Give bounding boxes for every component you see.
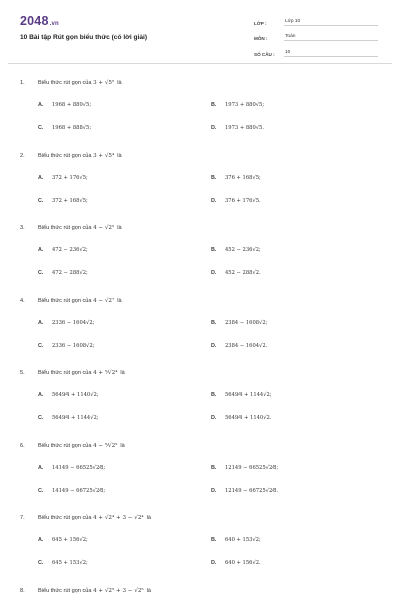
question-prompt: Biểu thức rút gọn của [38,515,92,521]
question-prompt: Biểu thức rút gọn của [38,225,92,231]
question-expression: 3 + √5⁵ [93,80,115,86]
option-letter: C. [38,415,44,421]
option-a[interactable] [38,102,91,108]
option-b[interactable] [211,247,261,253]
question-number: 8. [20,587,25,594]
option-value: 472 − 236√2; [52,247,88,253]
meta-value-count: 10 [284,50,378,57]
question-5 [0,370,400,443]
question-tail: là [146,515,152,521]
option-letter: B. [211,247,217,253]
question-tail: là [117,225,122,231]
meta-row-class [254,14,378,26]
option-letter: C. [38,560,44,566]
option-a[interactable] [38,392,99,398]
option-value: 2384 − 1604√2. [225,342,268,349]
question-prompt: Biểu thức rút gọn của [38,442,92,449]
option-letter: A. [38,174,44,181]
option-d[interactable] [211,125,264,131]
option-c[interactable] [38,415,99,421]
option-value: 12149 − 66525√2⁄8; [225,464,279,471]
option-a[interactable] [38,247,88,253]
question-text [20,153,122,159]
option-value: 2336 − 1604√2; [52,319,95,326]
option-b[interactable] [211,175,261,181]
option-b[interactable] [211,392,272,398]
option-d[interactable] [211,270,261,276]
option-letter: B. [211,174,217,181]
option-value: 1973 + 880√5. [225,125,265,131]
option-value: 472 − 288√2; [52,270,88,276]
option-value: 12149 − 66725√2⁄8. [225,487,279,494]
option-value: 14149 − 66725√2⁄8; [52,487,106,494]
meta-row-subject [254,30,378,42]
option-letter: D. [211,270,217,276]
meta-info [254,14,378,61]
option-letter: A. [38,392,44,398]
question-expression: 4 − √2⁵ [93,225,115,231]
option-letter: D. [211,560,217,566]
option-value: 2384 − 1608√2; [225,319,268,326]
option-letter: B. [211,464,217,471]
option-c[interactable] [38,125,91,131]
question-7 [0,515,400,588]
question-3 [0,225,400,298]
option-b[interactable] [211,320,267,326]
option-value: 452 − 236√2; [225,247,261,253]
option-letter: C. [38,197,44,204]
question-tail: là [120,370,125,376]
question-6 [0,443,400,516]
question-tail: là [146,587,152,594]
option-letter: D. [211,415,217,421]
option-letter: D. [211,125,217,131]
option-value: 1968 + 880√5; [52,102,92,108]
site-logo[interactable] [20,14,59,28]
option-value: 452 − 288√2. [225,270,261,276]
header-divider [8,63,392,64]
option-a[interactable] [38,465,105,471]
question-number: 6. [20,442,25,449]
option-c[interactable] [38,270,88,276]
question-tail: là [117,80,122,86]
meta-label-count: SỐ CÂU : [254,51,275,57]
option-b[interactable] [211,102,264,108]
question-text [20,298,122,304]
logo-text: 2048 [20,14,49,28]
meta-label-class: LỚP : [254,20,267,26]
option-d[interactable] [211,488,278,494]
option-b[interactable] [211,537,261,543]
question-prompt: Biểu thức rút gọn của [38,587,92,594]
option-value: 1968 + 888√5; [52,125,92,131]
option-letter: B. [211,102,217,108]
option-letter: B. [211,537,217,543]
question-expression: 4 + √2⁴ + 3 − √2⁴ [93,515,144,521]
option-a[interactable] [38,537,88,543]
question-number: 5. [20,370,25,376]
option-letter: B. [211,392,217,398]
option-value: 14149 − 66525√2⁄8; [52,464,106,471]
question-expression: 4 + √2⁵ + 3 − √2⁵ [93,587,144,594]
option-c[interactable] [38,560,88,566]
question-tail: là [117,152,122,159]
question-text [20,515,151,521]
question-expression: 4 + ⁵⁄√2⁴ [93,370,118,376]
option-value: 5649⁄4 + 1140√2. [225,415,272,421]
option-letter: D. [211,342,217,349]
option-value: 376 + 176√5. [225,197,261,204]
question-tail: là [120,442,125,449]
option-letter: A. [38,464,44,471]
question-text [20,80,122,86]
logo-suffix: .vn [49,21,59,27]
option-value: 645 + 153√2; [52,560,88,566]
option-value: 5649⁄4 + 1140√2; [52,392,99,398]
question-number: 7. [20,515,25,521]
option-value: 645 + 156√2; [52,537,88,543]
option-d[interactable] [211,415,271,421]
option-letter: C. [38,270,44,276]
option-letter: A. [38,537,44,543]
question-prompt: Biểu thức rút gọn của [38,80,92,86]
question-prompt: Biểu thức rút gọn của [38,152,92,159]
question-4 [0,298,400,371]
question-prompt: Biểu thức rút gọn của [38,370,92,376]
question-expression: 4 − √2⁷ [93,297,115,304]
option-letter: D. [211,487,217,494]
question-tail: là [117,297,122,304]
option-c[interactable] [38,198,88,204]
option-value: 1973 + 880√5; [225,102,265,108]
option-letter: B. [211,319,217,326]
question-list [0,80,400,600]
option-a[interactable] [38,320,94,326]
option-c[interactable] [38,343,94,349]
option-d[interactable] [211,560,261,566]
option-c[interactable] [38,488,105,494]
option-value: 640 + 153√2; [225,537,261,543]
question-8 [0,588,400,600]
question-2 [0,153,400,226]
option-value: 640 + 156√2. [225,560,261,566]
option-value: 2336 − 1608√2; [52,342,95,349]
question-number: 1. [20,80,25,86]
question-number: 4. [20,297,25,304]
option-value: 372 + 176√5; [52,174,88,181]
option-value: 372 + 168√5; [52,197,88,204]
question-text [20,370,125,376]
question-text [20,588,151,594]
meta-value-class: Lớp 10 [284,19,378,26]
option-value: 376 + 168√5; [225,174,261,181]
page-title: 10 Bài tập Rút gọn biểu thức (có lời giải) [20,34,148,41]
question-text [20,443,125,449]
option-letter: C. [38,125,44,131]
option-a[interactable] [38,175,88,181]
question-number: 2. [20,152,25,159]
question-text [20,225,122,231]
option-letter: C. [38,487,44,494]
meta-value-subject: Toán [284,34,378,41]
question-prompt: Biểu thức rút gọn của [38,297,92,304]
option-value: 5649⁄4 + 1144√2; [52,415,99,421]
option-letter: A. [38,319,44,326]
option-d[interactable] [211,343,267,349]
question-expression: 4 − ⁵⁄√2⁵ [93,442,118,449]
question-number: 3. [20,225,25,231]
option-value: 5649⁄4 + 1144√2; [225,392,272,398]
question-expression: 3 + √5⁴ [93,152,115,159]
option-letter: A. [38,247,44,253]
option-letter: A. [38,102,44,108]
option-letter: D. [211,197,217,204]
option-d[interactable] [211,198,261,204]
meta-label-subject: MÔN : [254,36,268,41]
option-letter: C. [38,342,44,349]
question-1 [0,80,400,153]
option-b[interactable] [211,465,278,471]
meta-row-count [254,45,378,57]
